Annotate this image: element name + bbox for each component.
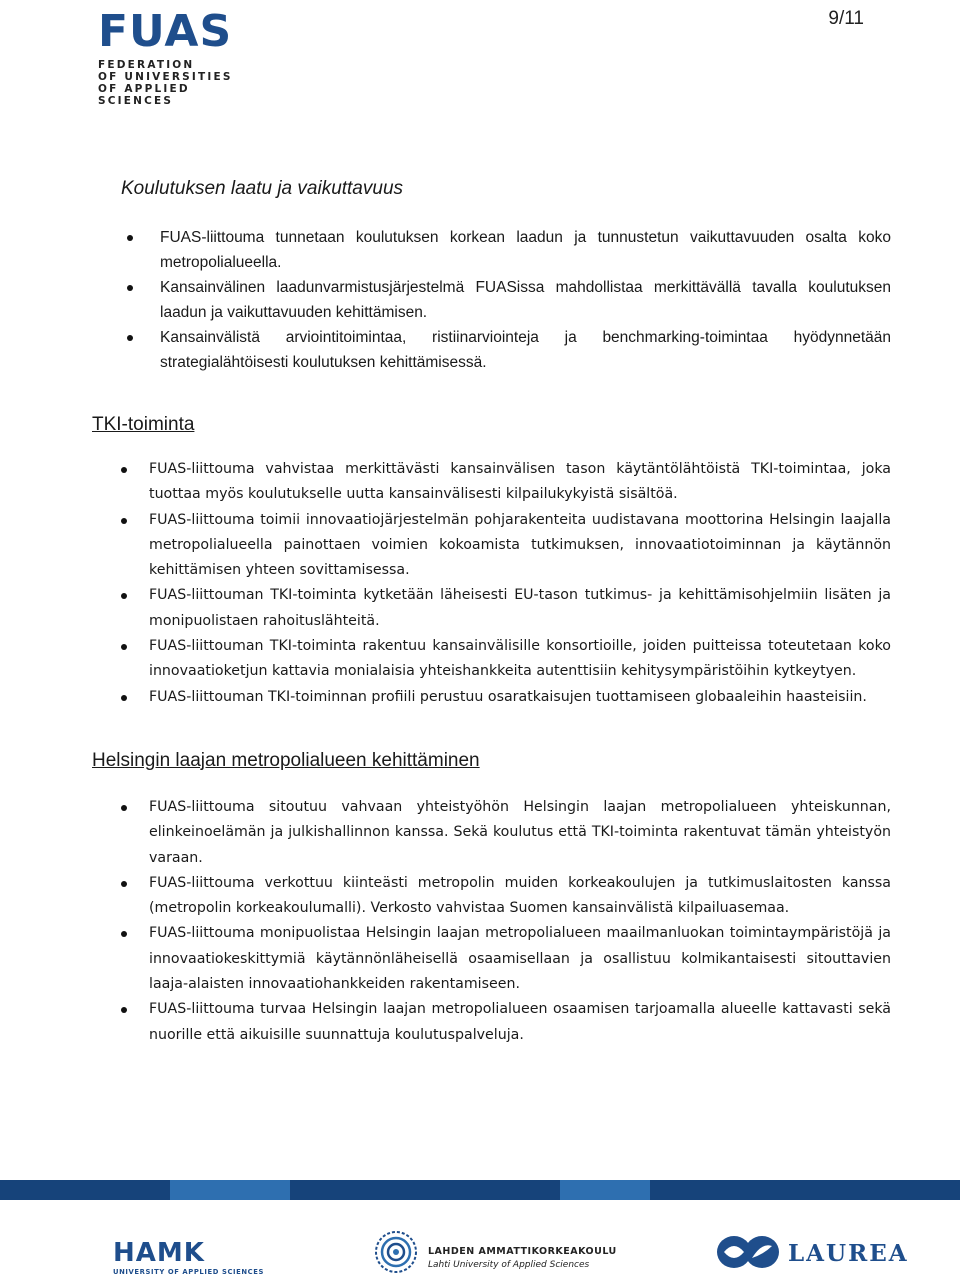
- hamk-wordmark: HAMK: [113, 1238, 205, 1268]
- footer-bar-accent: [560, 1180, 650, 1200]
- page-number: 9/11: [828, 8, 864, 29]
- list-item: FUAS-liittouma vahvistaa merkittävästi kansainvälisen tason käytäntölähtöistä TKI-toimintaa, joka tuottaa myös koulutukselle uutta kansainvälisesti kilpailukykyistä sisältöä.: [149, 457, 891, 508]
- list-item: FUAS-liittouman TKI-toiminta kytketään läheisesti EU-tason tutkimus- ja kehittämisohjelmiin lisäten ja monipuolistaen rahoituslähteitä.: [149, 583, 891, 634]
- section-heading-quality: Koulutuksen laatu ja vaikuttavuus: [121, 178, 404, 199]
- list-item: Kansainvälistä arviointitoimintaa, ristiinarviointeja ja benchmarking-toimintaa hyödynnetään strategialähtöisesti koulutuksen kehittämisessä.: [160, 325, 891, 375]
- list-item: FUAS-liittouman TKI-toiminnan profiili perustuu osaratkaisujen tuottamiseen globaaleihin haasteisiin.: [149, 685, 891, 710]
- fuas-logo: [98, 6, 238, 107]
- list-item: FUAS-liittouma verkottuu kiinteästi metropolin muiden korkeakoulujen ja tutkimuslaitosten kanssa (metropolin korkeakoulumalli). Verkosto vahvistaa Suomen kansainvälistä kilpailuasemaa.: [149, 871, 891, 922]
- list-item: FUAS-liittouma turvaa Helsingin laajan metropolialueen osaamisen tarjoamalla alueelle kattavasti sekä nuorille että aikuisille suunnattuja koulutuspalveluja.: [149, 997, 891, 1048]
- list-item: FUAS-liittouma toimii innovaatiojärjestelmän pohjarakenteita uudistavana moottorina Helsingin laajalla metropolialueella painottaen voimien kokoamista tutkimuksen, innovaatiotoiminnan ja käytännön kehittämisen yhteen sovittamisessa.: [149, 508, 891, 584]
- lahti-name: LAHDEN AMMATTIKORKEAKOULU: [428, 1246, 617, 1257]
- footer-bar: [0, 1180, 960, 1200]
- rdi-bullet-list: [149, 457, 891, 710]
- section-heading-rdi: TKI-toiminta: [92, 414, 195, 435]
- spiral-icon: [374, 1230, 418, 1274]
- list-item: FUAS-liittouma monipuolistaa Helsingin laajan metropolialueen maailmanluokan toimintaympäristöjä ja innovaatiokeskittymiä käytännönläheisellä osaamisellaan ja osallistuu kolmikantaisesti sitouttavien laaja-alaisten innovaatiohankkeiden rakentamiseen.: [149, 921, 891, 997]
- logo-line-2: OF UNIVERSITIES: [98, 71, 233, 83]
- hamk-subtitle: UNIVERSITY OF APPLIED SCIENCES: [113, 1268, 265, 1276]
- laurea-emblem-icon: [716, 1234, 782, 1270]
- list-item: FUAS-liittouma sitoutuu vahvaan yhteistyöhön Helsingin laajan metropolialueen yhteiskunnan, elinkeinoelämän ja julkishallinnon kanssa. Sekä koulutus että TKI-toiminta rakentuvat tämän yhteistyön varaan.: [149, 795, 891, 871]
- list-item: Kansainvälinen laadunvarmistusjärjestelmä FUASissa mahdollistaa merkittävällä tavalla koulutuksen laadun ja vaikuttavuuden kehittämisen.: [160, 275, 891, 325]
- list-item: FUAS-liittouma tunnetaan koulutuksen korkean laadun ja tunnustetun vaikuttavuuden osalta koko metropolialueella.: [160, 225, 891, 275]
- metropolitan-bullet-list: [149, 795, 891, 1048]
- quality-bullet-list: [160, 225, 891, 375]
- logo-line-3: OF APPLIED SCIENCES: [98, 83, 190, 107]
- footer-bar-accent: [170, 1180, 290, 1200]
- list-item: FUAS-liittouman TKI-toiminta rakentuu kansainvälisille konsortioille, joiden puitteissa toteutetaan koko innovaatioketjun kattavia monialaisia yhteishankkeita autenttisiin kehitysympäristöihin kytkeytyen.: [149, 634, 891, 685]
- section-heading-metropolitan: Helsingin laajan metropolialueen kehittäminen: [92, 750, 480, 771]
- hamk-logo: [113, 1240, 264, 1276]
- lahti-subtitle: Lahti University of Applied Sciences: [428, 1260, 590, 1270]
- logo-line-1: FEDERATION: [98, 59, 195, 71]
- logo-wordmark: FUAS: [98, 6, 233, 57]
- laurea-wordmark: LAUREA: [788, 1240, 909, 1267]
